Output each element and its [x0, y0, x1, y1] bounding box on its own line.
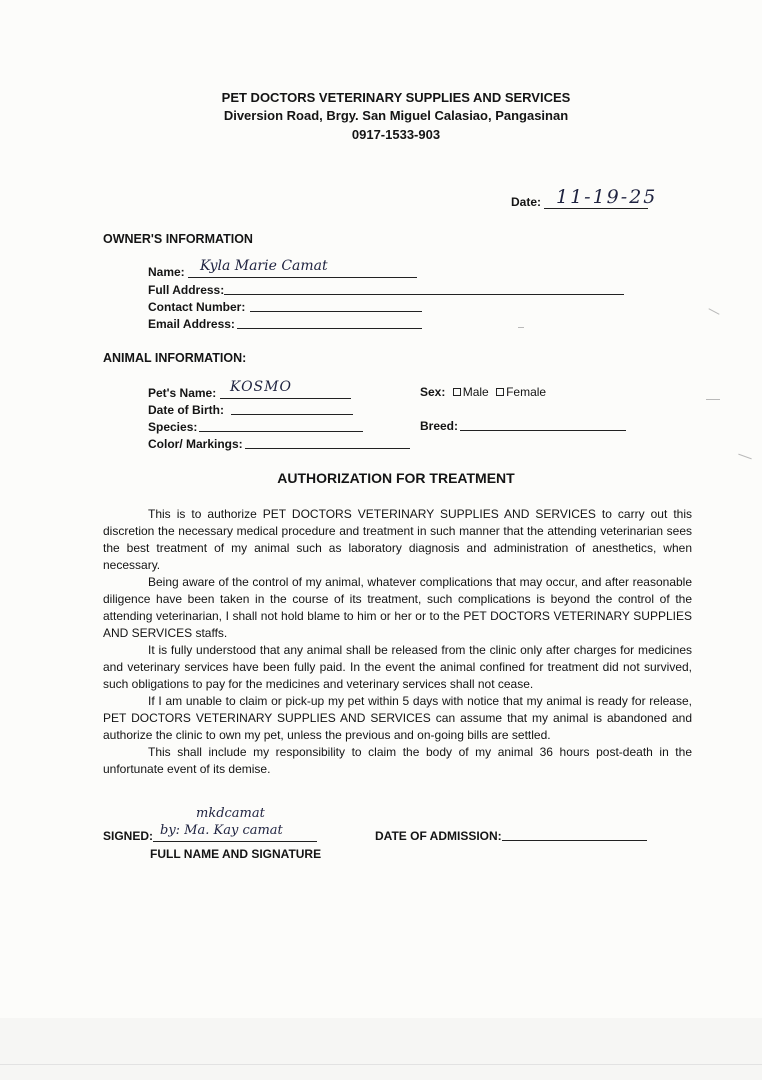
signature-scribble: mkdcamat — [196, 806, 265, 821]
owner-name-field — [188, 277, 417, 278]
date-label: Date: — [511, 195, 542, 209]
sex-label: Sex: — [420, 385, 446, 399]
sex-field — [420, 385, 546, 399]
scan-speck — [738, 454, 751, 460]
owner-name-value: Kyla Marie Camat — [200, 258, 328, 274]
company-address: Diversion Road, Brgy. San Miguel Calasiao, Pangasinan — [223, 108, 569, 123]
male-option-label: Male — [462, 385, 489, 399]
breed-field — [460, 430, 626, 431]
signature-line — [153, 841, 317, 842]
owner-name-label: Name: — [148, 265, 185, 279]
scan-speck — [518, 327, 524, 328]
contact-number-label: Contact Number: — [148, 300, 246, 314]
female-option-label: Female — [506, 385, 547, 399]
date-of-birth-field — [231, 414, 353, 415]
owner-info-heading: OWNER'S INFORMATION — [103, 232, 253, 246]
date-of-admission-field — [502, 840, 647, 841]
signed-label: SIGNED: — [103, 829, 154, 843]
male-checkbox — [453, 388, 461, 396]
full-address-field — [224, 294, 624, 295]
full-address-label: Full Address: — [148, 283, 225, 297]
authorization-paragraph-5: This shall include my responsibility to claim the body of my animal 36 hours post-death in the unfortunate event of its demise. — [103, 745, 692, 776]
authorization-title: AUTHORIZATION FOR TREATMENT — [277, 470, 515, 486]
scan-edge-line — [0, 1064, 762, 1065]
email-address-label: Email Address: — [148, 317, 235, 331]
date-of-admission-label: DATE OF ADMISSION: — [375, 829, 502, 843]
authorization-paragraph-2: Being aware of the control of my animal, whatever complications that may occur, and after reasonable diligence have been taken in the course of its treatment, such complications is beyond the control of the attending veterinarian, I shall not hold blame to him or her or to the PET DOCTORS VETERINARY SUPPLIES AND SERVICES staffs. — [103, 575, 692, 640]
animal-info-heading: ANIMAL INFORMATION: — [103, 351, 247, 365]
scan-speck — [706, 399, 720, 400]
scan-speck — [708, 308, 719, 315]
company-phone: 0917-1533-903 — [351, 127, 441, 142]
full-name-caption: FULL NAME AND SIGNATURE — [150, 847, 322, 861]
email-address-field — [237, 328, 422, 329]
species-field — [199, 431, 363, 432]
signed-name-value: by: Ma. Kay camat — [160, 823, 283, 838]
pet-name-field — [220, 398, 351, 399]
species-label: Species: — [148, 420, 198, 434]
company-name: PET DOCTORS VETERINARY SUPPLIES AND SERVICES — [221, 90, 571, 105]
authorization-body — [103, 506, 692, 778]
color-markings-field — [245, 448, 410, 449]
pet-name-value: KOSMO — [230, 379, 292, 395]
female-checkbox — [496, 388, 504, 396]
scan-bottom-edge — [0, 1018, 762, 1080]
authorization-paragraph-1: This is to authorize PET DOCTORS VETERINARY SUPPLIES AND SERVICES to carry out this discretion the necessary medical procedure and treatment in such manner that the attending veterinarian sees the best treatment of my animal such as laboratory diagnosis and administration of anesthetics, when necessary. — [103, 507, 692, 572]
authorization-paragraph-3: It is fully understood that any animal shall be released from the clinic only after charges for medicines and veterinary services have been fully paid. In the event the animal confined for treatment did not survived, such obligations to pay for the medicines and veterinary services shall not cease. — [103, 643, 692, 691]
pet-name-label: Pet's Name: — [148, 386, 217, 400]
authorization-paragraph-4: If I am unable to claim or pick-up my pet within 5 days with notice that my animal is ready for release, PET DOCTORS VETERINARY SUPPLIES AND SERVICES can assume that my animal is abandoned and authorize the clinic to own my pet, unless the previous and on-going bills are settled. — [103, 694, 692, 742]
date-line — [544, 208, 648, 209]
date-of-birth-label: Date of Birth: — [148, 403, 224, 417]
contact-number-field — [250, 311, 422, 312]
breed-label: Breed: — [420, 419, 459, 433]
date-value: 11-19-25 — [556, 186, 658, 208]
color-markings-label: Color/ Markings: — [148, 437, 243, 451]
